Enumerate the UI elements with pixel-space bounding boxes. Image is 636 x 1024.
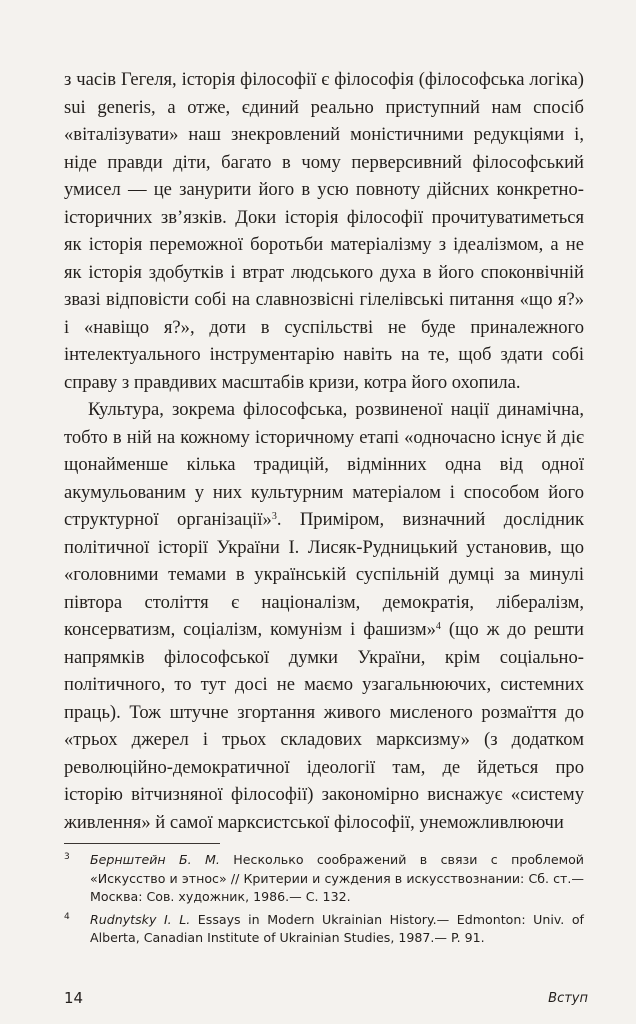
footnote-text: Essays in Modern Ukrainian History.— Edmonton: Univ. of Alberta, Canadian Institute of Ukrainian Studies, 1987.— P. 91. [90, 911, 584, 946]
running-footer-section: Вступ [548, 991, 588, 1006]
footnote-author: Rudnytsky I. L. [90, 911, 191, 927]
main-text [64, 66, 584, 836]
footnote-divider [64, 843, 220, 844]
footnote-number: 4 [64, 911, 70, 922]
paragraph-2-part-c: (що ж до решти напрямків філософської думки України, крім соціально-політичного, то тут досі не маємо узагальнюючих, системних праць). Тож штучне згортання живого мисленого розмаїття до «трьох джерел і трьох складових марксизму» (з додатком революційно-демократичної ідеології там, де йдеться про історію вітчизняної філософії) закономірно виснажує «систему живлення» й самої марксистської філософії, унеможливлюючи [64, 619, 584, 833]
paragraph-1: з часів Гегеля, історія філософії є філософія (філософська логіка) sui generis, а отже, єдиний реально приступний нам спосіб «віталізувати» наш знекровлений моністичними редукціями і, ніде правди діти, багато в чому перверсивний філософський умисел — це занурити його в усю повноту дійсних конкретно-історичних зв’язків. Доки історія філософії прочитуватиметься як історія переможної боротьби матеріалізму з ідеалізмом, а не як історія здобутків і втрат людського духа в його споконвічній звазі відповісти собі на славнозвісні гілелівські питання «що я?» і «навіщо я?», доти в суспільстві не буде приналежного інтелектуального інструментарію навіть на те, щоб здати собі справу з правдивих масштабів кризи, котра його охопила. [64, 69, 584, 393]
footnotes [64, 851, 584, 952]
page-number: 14 [64, 989, 84, 1007]
footnote-3 [64, 851, 584, 907]
footnote-4 [64, 911, 584, 948]
footnote-author: Бернштейн Б. М. [90, 852, 220, 867]
footnote-text: Несколько соображений в связи с проблемой «Искусство и этнос» // Критерии и суждения в искусствознании: Сб. ст.— Москва: Сов. художник, 1986.— С. 132. [90, 852, 584, 905]
footnote-ref-3[interactable]: 3 [271, 511, 277, 522]
footnote-ref-4[interactable]: 4 [435, 621, 441, 632]
footnote-number: 3 [64, 852, 70, 862]
paragraph-2-part-a: Культура, зокрема філософська, розвиненої нації динамічна, тобто в ній на кожному історичному етапі «одночасно існує й діє щонайменше кілька традицій, відмінних одна від одної акумульованим у них культурним матеріалом і способом його структурної організації» [64, 399, 584, 530]
paragraph-2 [64, 396, 584, 836]
paragraph-2-part-b: . Приміром, визначний дослідник політичної історії України І. Лисяк-Рудницький установив, що «головними темами в українській суспільній думці за минулі півтора століття є націоналізм, демократія, лібералізм, консерватизм, соціалізм, комунізм і фашизм» [64, 509, 585, 640]
